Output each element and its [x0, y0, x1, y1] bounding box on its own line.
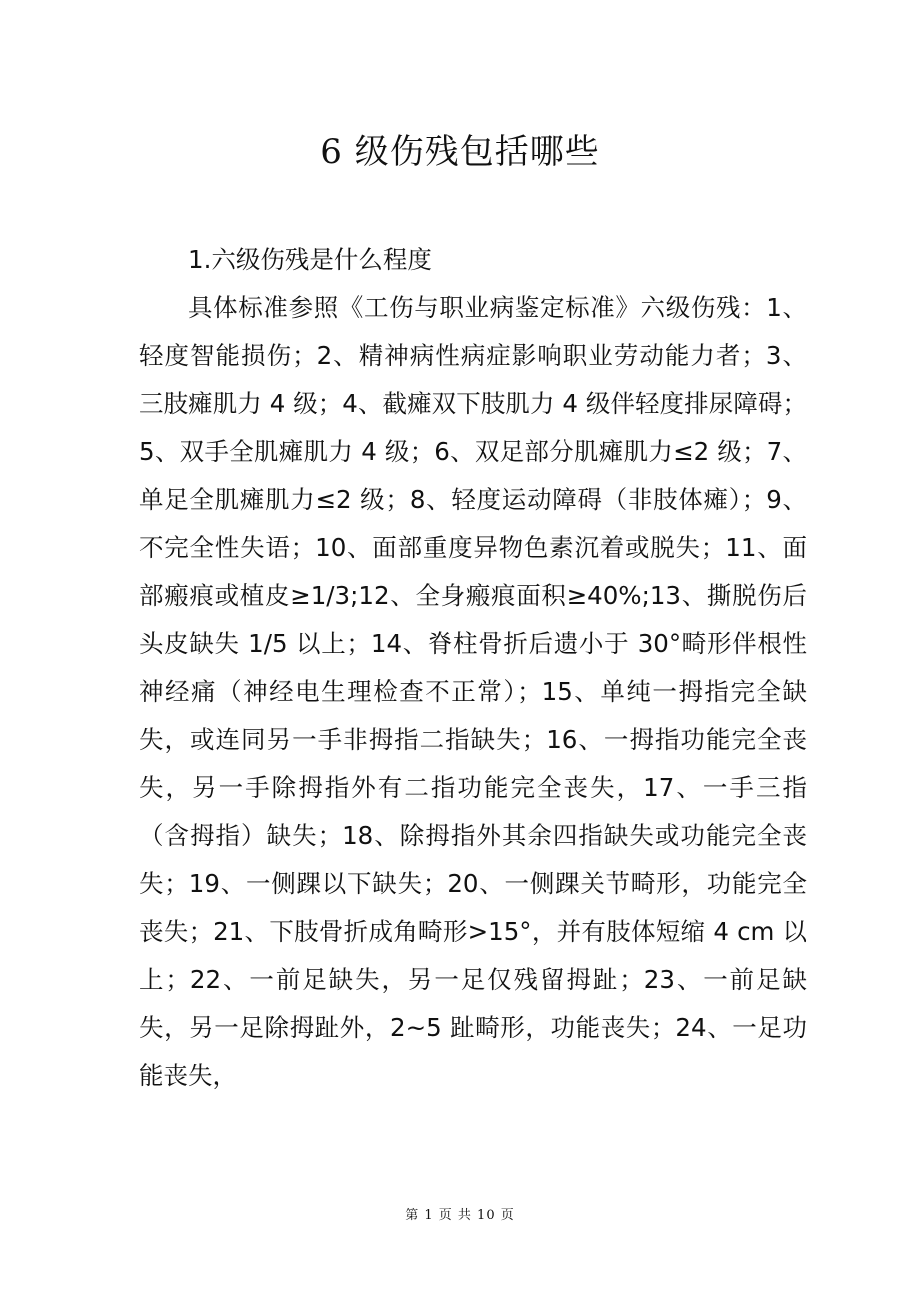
page-footer: 第 1 页 共 10 页	[405, 1208, 515, 1223]
document-body	[139, 236, 807, 1100]
body-paragraph: 具体标准参照《工伤与职业病鉴定标准》六级伤残：1、轻度智能损伤；2、精神病性病症影响职业劳动能力者；3、三肢瘫肌力 4 级；4、截瘫双下肢肌力 4 级伴轻度排尿障碍；5、双手全肌瘫肌力 4 级；6、双足部分肌瘫肌力≤2 级；7、单足全肌瘫肌力≤2 级；8、轻度运动障碍（非肢体瘫）；9、不完全性失语；10、面部重度异物色素沉着或脱失；11、面部瘢痕或植皮≥1/3;12、全身瘢痕面积≥40%;13、撕脱伤后头皮缺失 1/5 以上；14、脊柱骨折后遗小于 30°畸形伴根性神经痛（神经电生理检查不正常）；15、单纯一拇指完全缺失，或连同另一手非拇指二指缺失；16、一拇指功能完全丧失，另一手除拇指外有二指功能完全丧失，17、一手三指（含拇指）缺失；18、除拇指外其余四指缺失或功能完全丧失；19、一侧踝以下缺失；20、一侧踝关节畸形，功能完全丧失；21、下肢骨折成角畸形>15°，并有肢体短缩 4 cm 以上；22、一前足缺失，另一足仅残留拇趾；23、一前足缺失，另一足除拇趾外，2~5 趾畸形，功能丧失；24、一足功能丧失，	[139, 293, 807, 1090]
document-title: 6 级伤残包括哪些	[320, 132, 600, 172]
section-heading: 1.六级伤残是什么程度	[188, 245, 432, 274]
